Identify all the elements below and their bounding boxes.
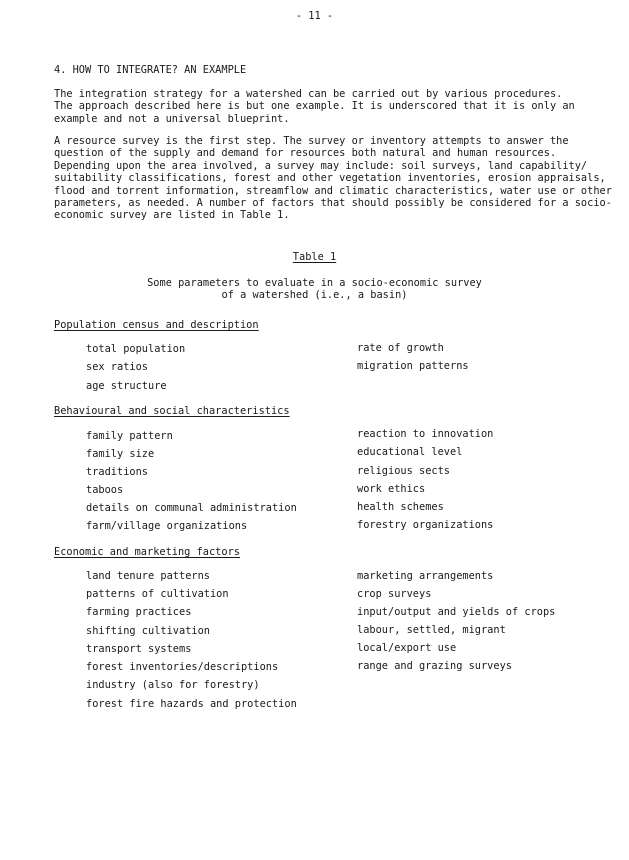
list-item: migration patterns [357,360,469,372]
table-caption-line-2: of a watershed (i.e., a basin) [221,289,408,301]
list-item: farm/village organizations [86,520,248,532]
paragraph-line: The integration strategy for a watershed can be carried out by various procedures. [54,88,563,100]
paragraph-line: Depending upon the area involved, a survey may include: soil surveys, land capability/ [54,159,588,172]
paragraph-line: question of the supply and demand for resources both natural and human resources. [54,147,557,160]
paragraph-line: economic survey are listed in Table 1. [54,209,290,222]
list-item: health schemes [357,501,444,513]
paragraph-line: A resource survey is the first step. The survey or inventory attempts to answer the [54,135,569,147]
table-title: Table 1 [292,251,337,263]
list-item: shifting cultivation [86,625,210,637]
paragraph-line: parameters, as needed. A number of factors that should possibly be considered for a socio- [54,197,612,210]
section-heading-behavioural: Behavioural and social characteristics [54,405,290,417]
list-item: details on communal administration [86,502,297,514]
list-item: traditions [86,466,148,478]
list-item: rate of growth [357,342,444,354]
list-item: family pattern [86,430,173,442]
list-item: total population [86,343,186,355]
paragraph-2 [54,135,619,222]
paragraph-line: example and not a universal blueprint. [54,112,290,125]
list-item: local/export use [357,642,457,654]
list-item: labour, settled, migrant [357,624,506,636]
list-item: sex ratios [86,361,148,373]
list-item: forestry organizations [357,519,494,531]
paragraph-line: suitability classifications, forest and other vegetation inventories, erosion appraisals, [54,172,606,185]
list-item: family size [86,448,155,460]
section-heading: 4. HOW TO INTEGRATE? AN EXAMPLE [54,64,247,76]
list-item: range and grazing surveys [357,660,512,672]
section-heading-economic: Economic and marketing factors [54,546,240,558]
list-item: industry (also for forestry) [86,679,260,691]
table-caption-line-1: Some parameters to evaluate in a socio-economic survey [147,277,482,289]
list-item: land tenure patterns [86,570,210,582]
list-item: work ethics [357,483,426,495]
list-item: crop surveys [357,588,432,600]
list-item: reaction to innovation [357,428,494,440]
list-item: religious sects [357,465,450,477]
list-item: input/output and yields of crops [357,606,556,618]
list-item: farming practices [86,606,192,618]
list-item: educational level [357,446,463,458]
paragraph-line: The approach described here is but one example. It is underscored that it is only an [54,100,575,113]
list-item: forest fire hazards and protection [86,698,297,710]
page-number: - 11 - [295,10,334,22]
list-item: transport systems [86,643,192,655]
list-item: forest inventories/descriptions [86,661,279,673]
list-item: taboos [86,484,124,496]
paragraph-line: flood and torrent information, streamflow and climatic characteristics, water use or other [54,184,612,197]
list-item: patterns of cultivation [86,588,229,600]
list-item: age structure [86,380,167,392]
list-item: marketing arrangements [357,570,494,582]
section-heading-population: Population census and description [54,319,259,331]
paragraph-1 [54,88,619,125]
